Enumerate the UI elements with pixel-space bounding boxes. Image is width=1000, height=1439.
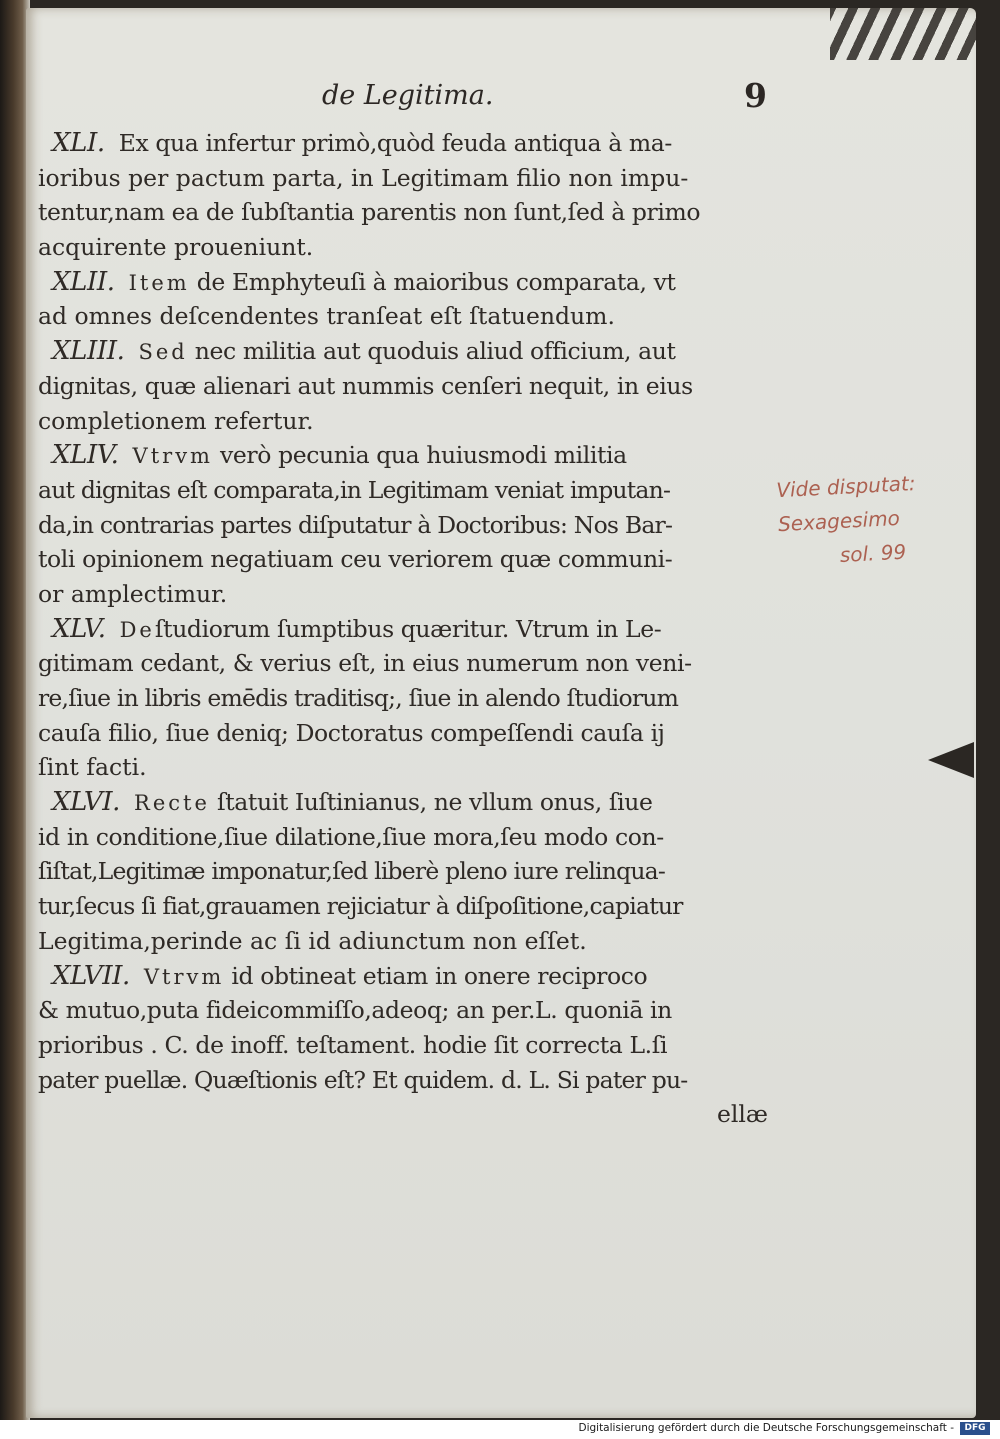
paragraph-xli-line-3: tentur,nam ea de ſubſtantia parentis non ſunt,ſed à primo [38, 198, 701, 227]
paragraph-xlvii-catchword: ellæ [716, 1100, 768, 1129]
paragraph-number: XLIII. [52, 336, 125, 367]
dfg-logo-icon: DFG [960, 1422, 990, 1435]
marginalia-line: Vide disputat: [775, 471, 917, 503]
page-header [0, 76, 1000, 120]
handwritten-marginalia [775, 463, 980, 575]
paragraph-number: XLVI. [52, 787, 121, 818]
paragraph-xliv-line-5: or amplectimur. [38, 579, 228, 608]
paragraph-xli-line-1: XLI. Ex qua infertur primò,quòd feuda antiqua à ma- [38, 126, 768, 161]
footer-credit: Digitalisierung gefördert durch die Deutsche Forschungsgemeinschaft - [578, 1422, 954, 1434]
paragraph-number: XLI. [52, 128, 105, 158]
lead-word: Vtrvm [132, 444, 213, 469]
paragraph-xliv-line-1: XLIV. Vtrvm verò pecunia qua huiusmodi militia [38, 438, 768, 473]
page-edge-shadow [830, 0, 980, 60]
paragraph-xlvi-line-3: ſiſtat,Legitimæ imponatur,ſed liberè pleno iure relinqua- [38, 857, 666, 886]
paragraph-xlvi-line-4: tur,ſecus ſi fiat,grauamen rejiciatur à diſpoſitione,capiatur [38, 892, 683, 921]
paragraph-xliv-line-3: da,in contrarias partes diſputatur à Doctoribus: Nos Bar- [38, 510, 673, 539]
paragraph-number: XLV. [52, 613, 106, 644]
paragraph-xli-line-4: acquirente proueniunt. [38, 233, 314, 262]
paragraph-xlvi-line-1: XLVI. Recte ſtatuit Iuſtinianus, ne vllum onus, ſiue [38, 785, 768, 820]
digitization-footer [0, 1420, 1000, 1439]
lead-word: De [119, 617, 155, 642]
running-head: de Legitima. [322, 80, 494, 111]
paragraph-xlv-line-2: gitimam cedant, & verius eſt, in eius numerum non veni- [38, 649, 692, 678]
paragraph-xliv-line-2: aut dignitas eſt comparata,in Legitimam veniat imputan- [38, 475, 671, 504]
paragraph-xlv-line-4: cauſa filio, ſiue deniq; Doctoratus compeſſendi cauſa ij [38, 718, 665, 747]
page-number: 9 [744, 76, 767, 115]
paragraph-xli-line-2: ioribus per pactum parta, in Legitimam filio non impu- [38, 163, 689, 192]
page-edge-notch [928, 742, 974, 778]
marginalia-line: sol. 99 [839, 539, 907, 568]
paragraph-number: XLII. [52, 266, 115, 297]
marginalia-line: Sexagesimo [777, 505, 901, 537]
paragraph-number: XLVII. [52, 960, 130, 991]
lead-word: Sed [138, 340, 188, 365]
paragraph-xliii-line-2: dignitas, quæ alienari aut nummis cenſeri nequit, in eius [38, 371, 693, 400]
paragraph-xlvi-line-2: id in conditione,ſiue dilatione,ſiue mora,ſeu modo con- [38, 822, 664, 851]
lead-word: Recte [134, 791, 210, 816]
paragraph-xliii-line-1: XLIII. Sed nec militia aut quoduis aliud officium, aut [38, 334, 768, 369]
paragraph-xliii-line-3: completionem refertur. [38, 406, 314, 435]
paragraph-xlvii-line-1: XLVII. Vtrvm id obtineat etiam in onere reciproco [38, 959, 768, 994]
paragraph-number: XLIV. [52, 440, 119, 471]
paragraph-xlv-line-5: ſint facti. [38, 753, 147, 782]
paragraph-xlii-line-1: XLII. Item de Emphyteuſi à maioribus comparata, vt [38, 265, 768, 300]
paragraph-xlv-line-3: re,ſiue in libris emēdis traditisq;, ſiue in alendo ſtudiorum [38, 684, 679, 712]
lead-word: Item [128, 270, 190, 295]
paragraph-xlvii-line-3: prioribus . C. de inoff. teſtament. hodie ſit correcta L.ſi [38, 1030, 668, 1059]
paragraph-xlii-line-2: ad omnes deſcendentes tranſeat eſt ſtatuendum. [38, 302, 615, 331]
paragraph-xlvii-line-2: & mutuo,puta fideicommiſſo,adeoq; an per.L. quoniā in [38, 996, 672, 1025]
lead-word: Vtrvm [143, 964, 225, 989]
body-text [38, 126, 768, 1132]
paragraph-xlvii-line-4: pater puellæ. Quæſtionis eſt? Et quidem. d. L. Si pater pu- [38, 1065, 688, 1094]
paragraph-xlvi-line-5: Legitima,perinde ac ſi id adiunctum non eſſet. [38, 926, 587, 955]
paragraph-xliv-line-4: toli opinionem negatiuam ceu veriorem quæ communi- [38, 545, 673, 574]
paragraph-xlv-line-1: XLV. Deſtudiorum ſumptibus quæritur. Vtrum in Le- [38, 612, 768, 647]
